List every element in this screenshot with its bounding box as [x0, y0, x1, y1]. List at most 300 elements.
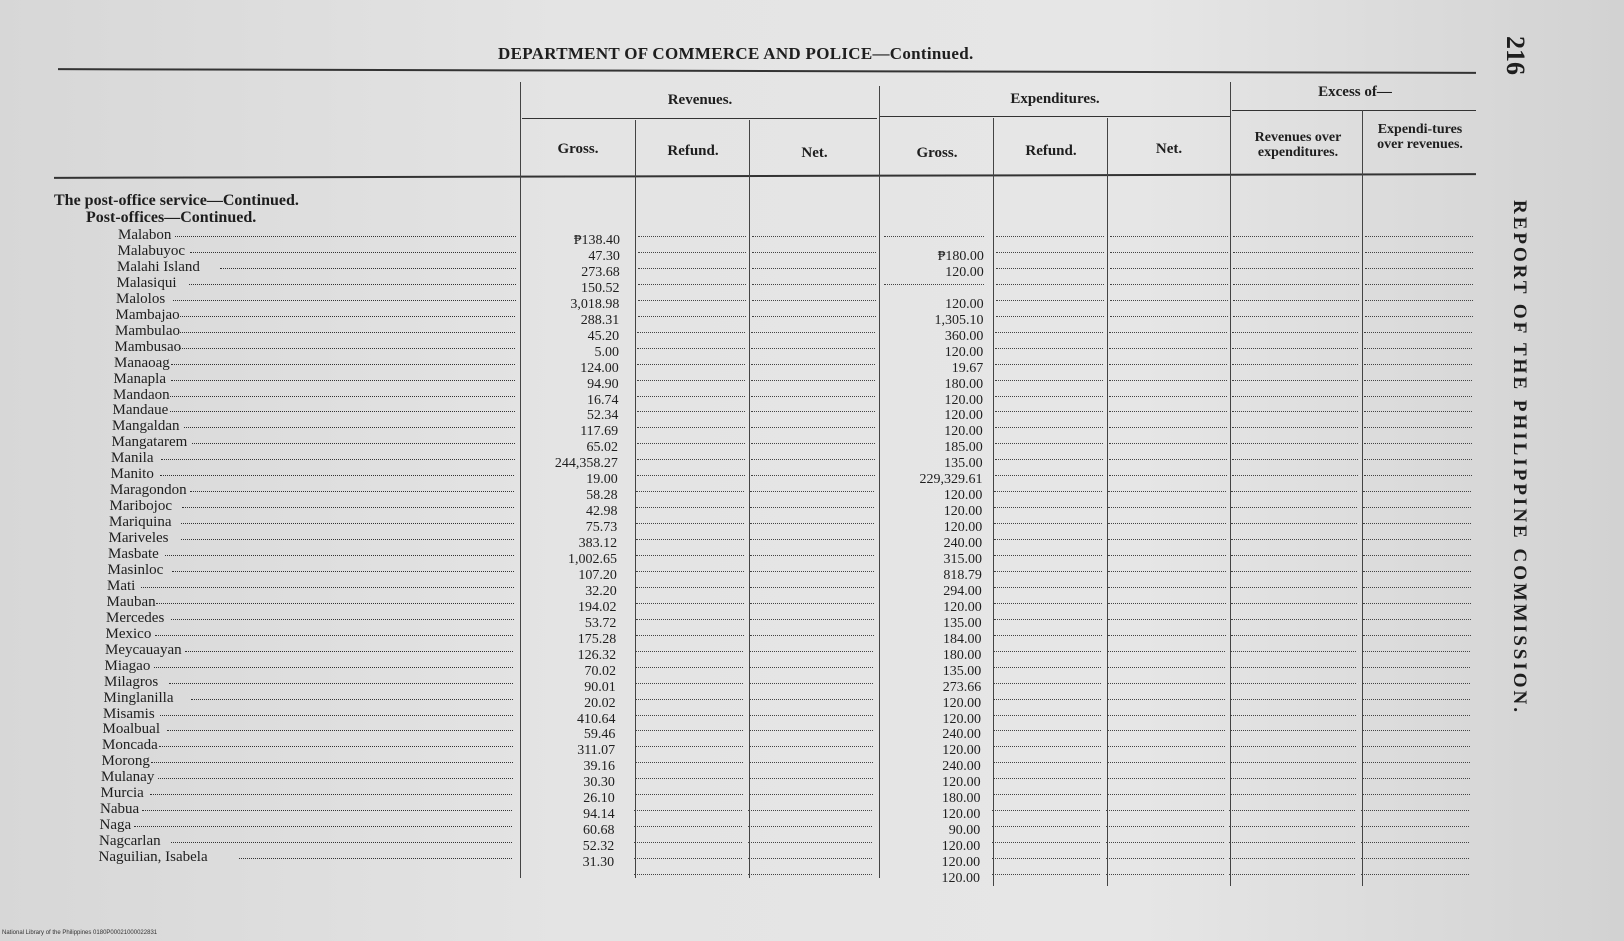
table-row — [0, 306, 1624, 328]
empty-cell-dots — [994, 523, 1102, 524]
empty-cell-dots — [637, 348, 745, 349]
table-row — [0, 705, 1624, 727]
empty-cell-dots — [750, 619, 874, 620]
expenditure-gross-value: 315.00 — [943, 552, 982, 567]
empty-cell-dots — [1361, 826, 1469, 827]
expenditure-gross-value: 135.00 — [944, 456, 983, 472]
office-name: Murcia — [100, 785, 144, 802]
table-row — [0, 290, 1624, 312]
excess-group-header: Excess of— — [1318, 84, 1392, 100]
revenue-gross-value: 65.02 — [586, 440, 619, 456]
table-row — [0, 817, 1624, 839]
empty-cell-dots — [637, 396, 745, 397]
empty-cell-dots — [1232, 332, 1358, 333]
empty-cell-dots — [748, 842, 872, 843]
empty-cell-dots — [1229, 874, 1355, 875]
empty-cell-dots — [637, 443, 745, 444]
revenue-gross-value: 70.02 — [584, 663, 616, 679]
empty-cell-dots — [994, 491, 1102, 492]
revenue-gross-value: 194.02 — [578, 599, 617, 615]
page-number — [1500, 36, 1540, 96]
empty-cell-dots — [749, 778, 873, 779]
empty-cell-dots — [635, 730, 743, 731]
empty-cell-dots — [994, 507, 1102, 508]
empty-cell-dots — [1107, 730, 1225, 731]
empty-cell-dots — [1362, 730, 1470, 731]
revenue-gross-value: 1,002.65 — [568, 552, 617, 567]
empty-cell-dots — [751, 427, 875, 428]
empty-cell-dots — [993, 794, 1101, 795]
empty-cell-dots — [749, 683, 873, 684]
revenue-gross-value: 311.07 — [577, 743, 616, 759]
empty-cell-dots — [1108, 539, 1226, 540]
page-number-text: 216 — [1501, 36, 1530, 75]
leader-dots — [158, 778, 512, 779]
empty-cell-dots — [1363, 587, 1471, 588]
table-row — [0, 609, 1624, 631]
empty-cell-dots — [750, 539, 874, 540]
expenditure-gross-value: 185.00 — [944, 440, 983, 456]
expenditure-gross-value: 120.00 — [944, 392, 983, 408]
empty-cell-dots — [749, 762, 873, 763]
empty-cell-dots — [1362, 794, 1470, 795]
table-row — [0, 418, 1624, 440]
office-name: Malabon — [118, 227, 172, 243]
empty-cell-dots — [1229, 810, 1355, 811]
office-name: Mariveles — [108, 530, 169, 547]
table-row — [0, 338, 1624, 360]
revenue-gross-value: 175.28 — [577, 631, 617, 647]
empty-cell-dots — [1107, 683, 1225, 684]
empty-cell-dots — [1361, 874, 1469, 875]
empty-cell-dots — [637, 427, 745, 428]
empty-cell-dots — [994, 587, 1102, 588]
empty-cell-dots — [1363, 603, 1471, 604]
empty-cell-dots — [1229, 842, 1355, 843]
empty-cell-dots — [751, 364, 875, 365]
leader-dots — [175, 236, 516, 237]
office-name: Mangaldan — [112, 418, 180, 435]
empty-cell-dots — [994, 635, 1102, 636]
empty-cell-dots — [1107, 699, 1225, 700]
table-row — [0, 402, 1624, 424]
empty-cell-dots — [992, 826, 1100, 827]
empty-cell-dots — [748, 874, 872, 875]
empty-cell-dots — [749, 794, 873, 795]
expenditure-gross-value: 818.79 — [943, 567, 982, 583]
empty-cell-dots — [1231, 587, 1357, 588]
empty-cell-dots — [992, 810, 1100, 811]
expenditure-gross-value: 120.00 — [942, 711, 981, 727]
table-row — [0, 514, 1624, 536]
expenditure-gross-value: 135.00 — [942, 663, 982, 679]
leader-dots — [182, 507, 514, 508]
empty-cell-dots — [749, 651, 873, 652]
expenditure-gross-value: 120.00 — [941, 855, 981, 871]
empty-cell-dots — [1363, 523, 1471, 524]
expenditure-gross-value: 120.00 — [942, 743, 981, 759]
leader-dots — [170, 396, 515, 397]
expenditure-gross-value: 120.00 — [945, 264, 984, 280]
table-row — [0, 227, 1624, 248]
office-name: Nagcarlan — [99, 833, 161, 850]
leader-dots — [171, 842, 512, 843]
office-name: Mercedes — [106, 609, 165, 626]
empty-cell-dots — [637, 380, 745, 381]
empty-cell-dots — [635, 651, 743, 652]
empty-cell-dots — [750, 507, 874, 508]
revenue-gross-value: 124.00 — [580, 360, 619, 376]
exp-net-header: Net. — [1155, 141, 1183, 157]
table-row — [0, 785, 1624, 807]
table-row — [0, 386, 1624, 408]
empty-cell-dots — [635, 699, 743, 700]
empty-cell-dots — [751, 332, 875, 333]
table-row — [0, 274, 1624, 296]
table-top-rule — [58, 68, 1476, 74]
empty-cell-dots — [751, 411, 875, 412]
empty-cell-dots — [1232, 380, 1358, 381]
empty-cell-dots — [1233, 268, 1359, 269]
empty-cell-dots — [996, 316, 1104, 317]
empty-cell-dots — [751, 396, 875, 397]
empty-cell-dots — [1107, 746, 1225, 747]
revenue-gross-value: 60.68 — [582, 823, 615, 839]
empty-cell-dots — [1110, 236, 1228, 237]
revenue-gross-value: 58.28 — [586, 488, 618, 504]
empty-cell-dots — [1231, 555, 1357, 556]
revenue-gross-value: 30.30 — [583, 775, 615, 791]
empty-cell-dots — [1361, 858, 1469, 859]
table-row — [0, 833, 1624, 855]
leader-dots — [141, 587, 513, 588]
table-row — [0, 753, 1624, 775]
table-row — [0, 721, 1624, 743]
library-footer: National Library of the Philippines 0180P00021000022831 — [2, 930, 158, 936]
empty-cell-dots — [748, 826, 872, 827]
empty-cell-dots — [996, 268, 1104, 269]
leader-dots — [179, 348, 515, 349]
empty-cell-dots — [1108, 555, 1226, 556]
empty-cell-dots — [1364, 396, 1472, 397]
office-name: Manaoag — [114, 354, 170, 371]
empty-cell-dots — [1365, 236, 1473, 237]
empty-cell-dots — [994, 571, 1102, 572]
office-name: Moncada — [102, 737, 158, 754]
empty-cell-dots — [750, 523, 874, 524]
table-row — [0, 482, 1624, 504]
empty-cell-dots — [995, 427, 1103, 428]
empty-cell-dots — [1230, 699, 1356, 700]
empty-cell-dots — [1364, 427, 1472, 428]
leader-dots — [156, 603, 514, 604]
leader-dots — [159, 746, 513, 747]
empty-cell-dots — [1110, 252, 1228, 253]
expenditure-gross-value: 120.00 — [942, 775, 981, 791]
empty-cell-dots — [637, 459, 745, 460]
empty-cell-dots — [995, 396, 1103, 397]
expenditure-gross-value: ₱180.00 — [937, 248, 984, 264]
leader-dots — [161, 459, 515, 460]
empty-cell-dots — [1232, 427, 1358, 428]
empty-cell-dots — [993, 683, 1101, 684]
office-name: Nabua — [100, 801, 140, 818]
empty-cell-dots — [1110, 284, 1228, 285]
empty-cell-dots — [1107, 762, 1225, 763]
empty-cell-dots — [637, 411, 745, 412]
revenue-gross-value: 59.46 — [583, 727, 616, 743]
empty-cell-dots — [750, 571, 874, 572]
empty-cell-dots — [752, 252, 876, 253]
expenditure-gross-value: 180.00 — [942, 791, 981, 807]
empty-cell-dots — [637, 475, 745, 476]
table-row — [0, 242, 1624, 264]
expenditure-gross-value: 120.00 — [941, 839, 981, 855]
office-name: Manila — [111, 450, 154, 467]
empty-cell-dots — [634, 874, 742, 875]
leader-dots — [169, 683, 513, 684]
revenue-gross-value: 53.72 — [584, 615, 617, 631]
revenue-gross-value: 45.20 — [587, 328, 620, 344]
empty-cell-dots — [1109, 411, 1227, 412]
empty-cell-dots — [1107, 651, 1225, 652]
empty-cell-dots — [1362, 699, 1470, 700]
leader-dots — [190, 491, 514, 492]
revenue-gross-value: 16.74 — [587, 392, 619, 408]
empty-cell-dots — [996, 284, 1104, 285]
empty-cell-dots — [1108, 507, 1226, 508]
empty-cell-dots — [750, 491, 874, 492]
expenditure-gross-value: 120.00 — [941, 871, 980, 886]
empty-cell-dots — [1230, 730, 1356, 731]
empty-cell-dots — [1106, 810, 1224, 811]
empty-cell-dots — [993, 667, 1101, 668]
office-name: Malahi Island — [117, 258, 200, 275]
empty-cell-dots — [635, 667, 743, 668]
empty-cell-dots — [634, 858, 742, 859]
empty-cell-dots — [1109, 459, 1227, 460]
leader-dots — [165, 555, 514, 556]
empty-cell-dots — [638, 268, 746, 269]
leader-dots — [180, 316, 515, 317]
empty-cell-dots — [1230, 762, 1356, 763]
empty-cell-dots — [1109, 332, 1227, 333]
empty-cell-dots — [752, 268, 876, 269]
revenue-gross-value: 32.20 — [585, 583, 617, 599]
office-name: Meycauayan — [105, 641, 182, 658]
leader-dots — [142, 810, 512, 811]
empty-cell-dots — [751, 475, 875, 476]
empty-cell-dots — [1106, 874, 1224, 875]
empty-cell-dots — [993, 651, 1101, 652]
empty-cell-dots — [995, 459, 1103, 460]
empty-cell-dots — [1108, 491, 1226, 492]
expenditure-gross-value: 120.00 — [944, 408, 983, 424]
empty-cell-dots — [636, 507, 744, 508]
expenditure-gross-value: 120.00 — [945, 296, 984, 312]
table-row — [0, 577, 1624, 599]
expenditure-gross-value: 273.66 — [942, 679, 982, 695]
leader-dots — [191, 699, 513, 700]
empty-cell-dots — [1363, 555, 1471, 556]
empty-cell-dots — [1110, 300, 1228, 301]
revenue-gross-value: 3,018.98 — [570, 296, 620, 312]
office-name: Mexico — [105, 625, 152, 642]
empty-cell-dots — [1110, 316, 1228, 317]
empty-cell-dots — [634, 826, 742, 827]
revenue-gross-value: 150.52 — [581, 280, 620, 296]
revenues-group-header: Revenues. — [667, 92, 733, 108]
office-name: Morong — [101, 753, 150, 770]
empty-cell-dots — [992, 874, 1100, 875]
empty-cell-dots — [1362, 762, 1470, 763]
section-title: The post-office service—Continued. — [54, 192, 299, 209]
empty-cell-dots — [1363, 507, 1471, 508]
empty-cell-dots — [1232, 411, 1358, 412]
empty-cell-dots — [1365, 284, 1473, 285]
empty-cell-dots — [638, 316, 746, 317]
leader-dots — [239, 858, 512, 859]
empty-cell-dots — [1109, 443, 1227, 444]
expenditure-gross-value: 120.00 — [943, 504, 983, 520]
rev-net-header: Net. — [801, 145, 828, 161]
expenditure-gross-value: 240.00 — [943, 536, 983, 552]
expenditure-gross-value: 294.00 — [943, 583, 982, 599]
empty-cell-dots — [1231, 491, 1357, 492]
empty-cell-dots — [1231, 635, 1357, 636]
empty-cell-dots — [995, 332, 1103, 333]
empty-cell-dots — [1231, 619, 1357, 620]
empty-cell-dots — [752, 316, 876, 317]
empty-cell-dots — [1232, 459, 1358, 460]
empty-cell-dots — [993, 762, 1101, 763]
empty-cell-dots — [1108, 635, 1226, 636]
empty-cell-dots — [636, 603, 744, 604]
empty-cell-dots — [636, 619, 744, 620]
table-row — [0, 498, 1624, 520]
office-name: Mambulao — [115, 322, 180, 339]
office-name: Mulanay — [101, 769, 155, 786]
empty-cell-dots — [1232, 396, 1358, 397]
empty-cell-dots — [993, 699, 1101, 700]
leader-dots — [173, 300, 515, 301]
empty-cell-dots — [752, 284, 876, 285]
leader-dots — [172, 571, 514, 572]
leader-dots — [171, 619, 514, 620]
empty-cell-dots — [636, 571, 744, 572]
empty-cell-dots — [636, 523, 744, 524]
office-name: Misamis — [103, 705, 155, 722]
empty-cell-dots — [1107, 778, 1225, 779]
empty-cell-dots — [1108, 587, 1226, 588]
leader-dots — [155, 635, 513, 636]
empty-cell-dots — [1362, 746, 1470, 747]
office-name: Manito — [110, 466, 154, 483]
empty-cell-dots — [995, 443, 1103, 444]
empty-cell-dots — [1110, 268, 1228, 269]
empty-cell-dots — [750, 587, 874, 588]
expenditure-gross-value: 360.00 — [944, 328, 984, 344]
empty-cell-dots — [1229, 826, 1355, 827]
empty-cell-dots — [1232, 364, 1358, 365]
table-row — [0, 737, 1624, 759]
empty-cell-dots — [634, 810, 742, 811]
table-row — [0, 657, 1624, 679]
office-name: Mauban — [106, 593, 156, 610]
empty-cell-dots — [638, 284, 746, 285]
empty-cell-dots — [1363, 635, 1471, 636]
empty-cell-dots — [1230, 683, 1356, 684]
empty-cell-dots — [994, 619, 1102, 620]
exp-gross-header: Gross. — [916, 145, 958, 161]
empty-cell-dots — [884, 284, 984, 285]
office-name: Masinloc — [107, 561, 164, 578]
revenue-gross-value: 383.12 — [578, 536, 618, 552]
empty-cell-dots — [638, 300, 746, 301]
empty-cell-dots — [1230, 778, 1356, 779]
empty-cell-dots — [750, 635, 874, 636]
empty-cell-dots — [635, 762, 743, 763]
empty-cell-dots — [996, 252, 1104, 253]
empty-cell-dots — [1364, 443, 1472, 444]
expenditure-gross-value: 120.00 — [944, 344, 984, 360]
office-name: Mambajao — [115, 306, 180, 323]
empty-cell-dots — [1109, 380, 1227, 381]
empty-cell-dots — [995, 411, 1103, 412]
empty-cell-dots — [1233, 300, 1359, 301]
empty-cell-dots — [993, 746, 1101, 747]
office-name: Miagao — [104, 657, 151, 674]
exp-refund-header: Refund. — [1025, 143, 1077, 159]
page-header-title: DEPARTMENT OF COMMERCE AND POLICE—Continued. — [498, 44, 974, 63]
office-name: Mandaue — [112, 402, 169, 419]
revenue-gross-value: 20.02 — [584, 695, 616, 711]
leader-dots — [151, 762, 513, 763]
empty-cell-dots — [1364, 475, 1472, 476]
expenditure-gross-value: 120.00 — [943, 520, 983, 536]
empty-cell-dots — [1107, 794, 1225, 795]
leader-dots — [170, 411, 515, 412]
expenditure-gross-value: 90.00 — [948, 823, 981, 839]
expenditure-gross-value: 120.00 — [941, 807, 981, 823]
revenue-gross-value: 52.32 — [582, 839, 615, 855]
table-row — [0, 258, 1624, 280]
empty-cell-dots — [1231, 603, 1357, 604]
table-row — [0, 641, 1624, 663]
leader-dots — [181, 539, 514, 540]
empty-cell-dots — [635, 683, 743, 684]
revenue-gross-value: 47.30 — [588, 248, 620, 264]
empty-cell-dots — [749, 667, 873, 668]
empty-cell-dots — [635, 715, 743, 716]
expenditure-gross-value: 240.00 — [942, 727, 981, 743]
empty-cell-dots — [750, 603, 874, 604]
empty-cell-dots — [1364, 332, 1472, 333]
empty-cell-dots — [1231, 539, 1357, 540]
empty-cell-dots — [749, 699, 873, 700]
office-name: Moalbual — [102, 721, 160, 738]
empty-cell-dots — [994, 539, 1102, 540]
empty-cell-dots — [751, 459, 875, 460]
empty-cell-dots — [1233, 316, 1359, 317]
empty-cell-dots — [995, 364, 1103, 365]
empty-cell-dots — [1108, 603, 1226, 604]
table-row — [0, 370, 1624, 392]
leader-dots — [190, 252, 516, 253]
office-name: Mambusao — [114, 338, 182, 355]
empty-cell-dots — [992, 842, 1100, 843]
leader-dots — [220, 268, 516, 269]
